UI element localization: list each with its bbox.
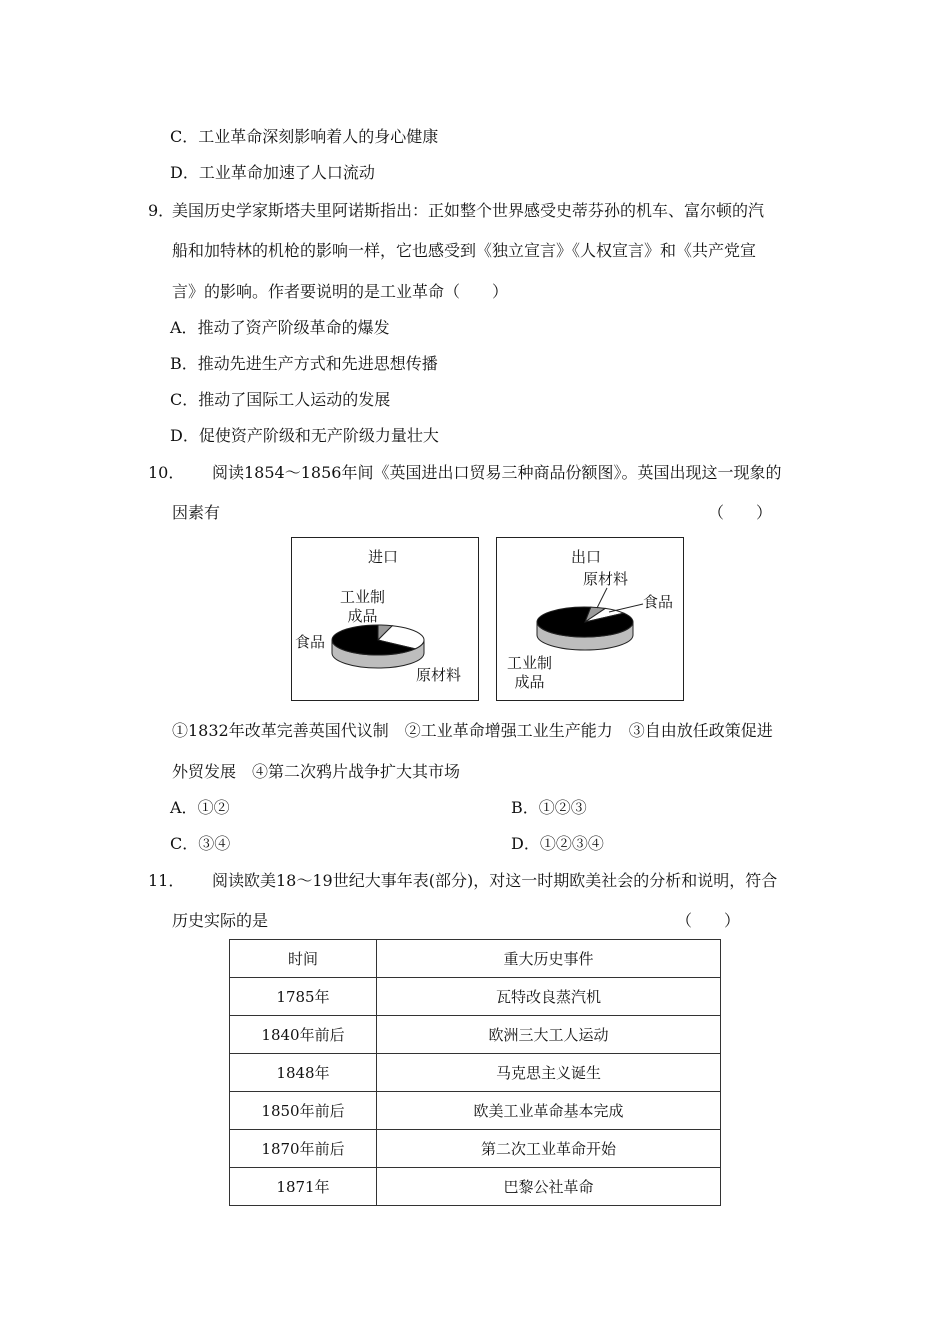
table-cell-event: 欧美工业革命基本完成 <box>377 1092 721 1130</box>
q11-answer-blank: （ ） <box>676 911 741 930</box>
table-row <box>230 1016 721 1054</box>
table-header-row <box>230 940 721 978</box>
export-chart <box>496 537 684 701</box>
q10-number: 10． <box>148 463 185 482</box>
q10-option-d <box>511 833 604 855</box>
table-cell-time: 1870年前后 <box>230 1130 377 1168</box>
table-cell-time: 1871年 <box>230 1168 377 1206</box>
q10-option-a <box>170 797 230 819</box>
q9-option-b <box>170 353 438 375</box>
option-text: 工业革命深刻影响着人的身心健康 <box>198 127 439 146</box>
option-label: C． <box>170 127 199 146</box>
q9-option-d <box>170 425 439 447</box>
q10-option-c <box>170 833 230 855</box>
option-label: B． <box>170 354 198 373</box>
option-label: D． <box>170 426 199 445</box>
table-row <box>230 1168 721 1206</box>
option-text: 促使资产阶级和无产阶级力量壮大 <box>198 426 439 445</box>
events-table <box>229 939 721 1206</box>
q9-stem-line-3: 言》的影响。作者要说明的是工业革命（ ） <box>172 282 509 301</box>
table-cell-time: 1840年前后 <box>230 1016 377 1054</box>
option-text: ①②③ <box>538 798 587 817</box>
q10-option-b <box>511 797 587 819</box>
option-label: C． <box>170 834 199 853</box>
q11-stem-line-2: 历史实际的是 <box>172 911 269 930</box>
table-row <box>230 1092 721 1130</box>
table-row <box>230 1130 721 1168</box>
q10-statements-line-2: 外贸发展 ④第二次鸦片战争扩大其市场 <box>172 762 461 781</box>
q10-statements-line-1: ①1832年改革完善英国代议制 ②工业革命增强工业生产能力 ③自由放任政策促进 <box>172 721 773 740</box>
import-label-manufactured: 工业制 成品 <box>340 588 386 625</box>
table-cell-event: 瓦特改良蒸汽机 <box>377 978 721 1016</box>
table-cell-time: 1785年 <box>230 978 377 1016</box>
leader-line <box>597 588 607 608</box>
q9-option-a <box>170 317 390 339</box>
option-text: 推动了国际工人运动的发展 <box>198 390 391 409</box>
export-label-raw: 原材料 <box>583 570 629 588</box>
q9-stem-line-1: 美国历史学家斯塔夫里阿诺斯指出：正如整个世界感受史蒂芬孙的机车、富尔顿的汽 <box>172 201 765 220</box>
q11-number: 11． <box>148 871 185 890</box>
export-label-manufactured: 工业制 成品 <box>507 654 553 691</box>
export-label-food: 食品 <box>643 593 674 611</box>
table-cell-event: 巴黎公社革命 <box>377 1168 721 1206</box>
q8-option-d <box>170 162 375 184</box>
table-cell-time: 1850年前后 <box>230 1092 377 1130</box>
option-text: ①②③④ <box>539 834 604 853</box>
option-text: 工业革命加速了人口流动 <box>198 163 375 182</box>
option-text: 推动先进生产方式和先进思想传播 <box>197 354 438 373</box>
leader-line <box>609 604 643 612</box>
q9-stem-line-2: 船和加特林的机枪的影响一样，它也感受到《独立宣言》《人权宣言》和《共产党宣 <box>172 241 757 260</box>
table-row <box>230 1054 721 1092</box>
table-header-event: 重大历史事件 <box>377 940 721 978</box>
q10-stem-line-2: 因素有 <box>172 503 221 522</box>
q11-stem-line-1: 阅读欧美18～19世纪大事年表(部分)，对这一时期欧美社会的分析和说明，符合 <box>212 871 778 890</box>
import-chart <box>291 537 479 701</box>
import-chart-title: 进口 <box>368 548 399 566</box>
option-label: B． <box>511 798 539 817</box>
import-label-raw: 原材料 <box>416 666 462 684</box>
option-label: A． <box>170 318 198 337</box>
import-label-food: 食品 <box>295 633 326 651</box>
option-label: D． <box>170 163 199 182</box>
table-cell-event: 欧洲三大工人运动 <box>377 1016 721 1054</box>
table-cell-event: 马克思主义诞生 <box>377 1054 721 1092</box>
option-text: 推动了资产阶级革命的爆发 <box>197 318 390 337</box>
q10-answer-blank: （ ） <box>708 503 773 522</box>
option-label: D． <box>511 834 540 853</box>
table-header-time: 时间 <box>230 940 377 978</box>
option-text: ③④ <box>198 834 231 853</box>
option-text: ①② <box>197 798 230 817</box>
q9-option-c <box>170 389 390 411</box>
q9-number: 9． <box>148 201 175 220</box>
q8-option-c <box>170 126 438 148</box>
option-label: A． <box>170 798 198 817</box>
table-row <box>230 978 721 1016</box>
table-cell-time: 1848年 <box>230 1054 377 1092</box>
export-chart-title: 出口 <box>571 548 602 566</box>
table-cell-event: 第二次工业革命开始 <box>377 1130 721 1168</box>
option-label: C． <box>170 390 199 409</box>
q10-stem-line-1: 阅读1854～1856年间《英国进出口贸易三种商品份额图》。英国出现这一现象的 <box>212 463 782 482</box>
